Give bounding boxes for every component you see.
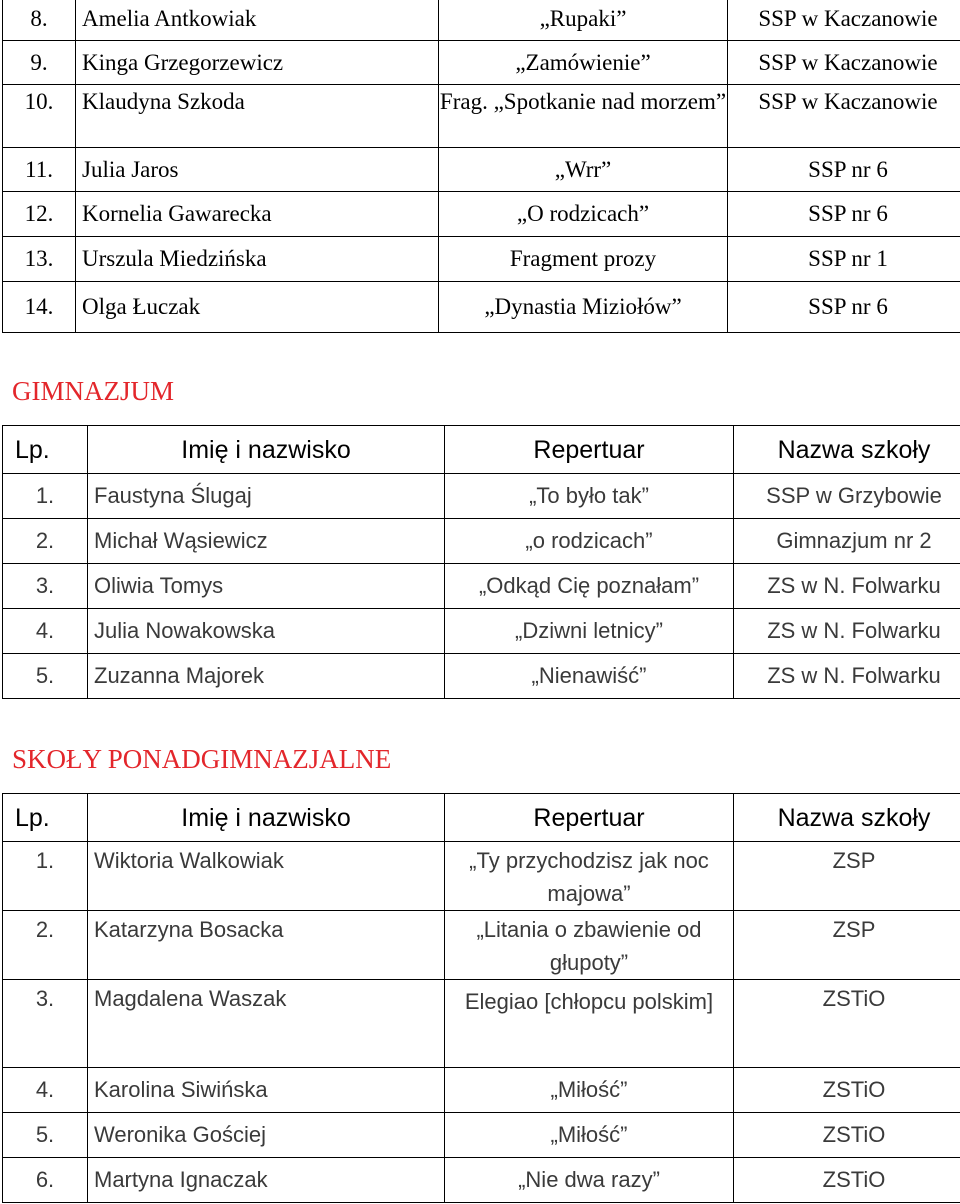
cell-repertoire: „o rodzicach” [445,519,734,564]
table-row [3,1158,960,1203]
cell-school: ZSP [734,842,960,911]
section-title-ponadgimnazjalne: SKOŁY PONADGIMNAZJALNE [12,744,392,774]
cell-repertoire: „O rodzicach” [439,192,728,237]
cell-repertoire: „Rupaki” [439,0,728,41]
cell-school: Gimnazjum nr 2 [734,519,960,564]
cell-name: Klaudyna Szkoda [76,85,439,148]
cell-repertoire: „Dziwni letnicy” [445,609,734,654]
table-ponadgimnazjalne [2,793,960,1203]
table-row [3,564,960,609]
table-gimnazjum [2,425,960,699]
table-row [3,609,960,654]
cell-name: Katarzyna Bosacka [88,911,445,980]
cell-school: SSP w Kaczanowie [728,85,960,148]
header-lp: Lp. [3,794,88,842]
cell-school: ZSTiO [734,1113,960,1158]
cell-lp: 10. [3,85,76,148]
header-repertoire: Repertuar [445,794,734,842]
table-header-row [3,426,960,474]
header-lp: Lp. [3,426,88,474]
table-row [3,519,960,564]
cell-name: Oliwia Tomys [88,564,445,609]
cell-repertoire: „Odkąd Cię poznałam” [445,564,734,609]
cell-repertoire: Frag. „Spotkanie nad morzem” [439,85,728,148]
cell-school: ZS w N. Folwarku [734,654,960,699]
cell-school: SSP w Kaczanowie [728,0,960,41]
cell-repertoire: „Miłość” [445,1068,734,1113]
cell-name: Wiktoria Walkowiak [88,842,445,911]
cell-repertoire: Elegiao [chłopcu polskim] [445,980,734,1068]
header-repertoire: Repertuar [445,426,734,474]
cell-lp: 14. [3,282,76,333]
cell-school: SSP nr 1 [728,237,960,282]
header-name: Imię i nazwisko [88,794,445,842]
cell-lp: 9. [3,41,76,85]
cell-name: Magdalena Waszak [88,980,445,1068]
cell-repertoire: „To było tak” [445,474,734,519]
cell-repertoire: „Litania o zbawienie od głupoty” [445,911,734,980]
cell-lp: 3. [3,564,88,609]
table-row [3,192,960,237]
cell-lp: 12. [3,192,76,237]
cell-school: SSP nr 6 [728,282,960,333]
cell-school: ZSTiO [734,1158,960,1203]
cell-lp: 13. [3,237,76,282]
cell-lp: 1. [3,474,88,519]
cell-repertoire: „Ty przychodzisz jak noc majowa” [445,842,734,911]
cell-school: SSP w Grzybowie [734,474,960,519]
table-row [3,911,960,980]
cell-name: Olga Łuczak [76,282,439,333]
cell-lp: 5. [3,654,88,699]
cell-lp: 5. [3,1113,88,1158]
cell-name: Martyna Ignaczak [88,1158,445,1203]
cell-name: Julia Jaros [76,148,439,192]
table-row [3,0,960,41]
table-row [3,282,960,333]
cell-school: ZSTiO [734,980,960,1068]
cell-name: Kornelia Gawarecka [76,192,439,237]
cell-repertoire: Fragment prozy [439,237,728,282]
cell-lp: 8. [3,0,76,41]
cell-school: SSP nr 6 [728,192,960,237]
cell-lp: 6. [3,1158,88,1203]
cell-repertoire: „Miłość” [445,1113,734,1158]
cell-repertoire: „Wrr” [439,148,728,192]
cell-name: Weronika Gościej [88,1113,445,1158]
table-row [3,1068,960,1113]
table-row [3,148,960,192]
cell-school: ZS w N. Folwarku [734,564,960,609]
cell-lp: 2. [3,911,88,980]
cell-lp: 4. [3,609,88,654]
cell-name: Kinga Grzegorzewicz [76,41,439,85]
cell-name: Urszula Miedzińska [76,237,439,282]
cell-school: ZS w N. Folwarku [734,609,960,654]
cell-lp: 4. [3,1068,88,1113]
section-title-gimnazjum: GIMNAZJUM [12,376,174,406]
table-row [3,41,960,85]
header-school: Nazwa szkoły [734,794,960,842]
cell-name: Karolina Siwińska [88,1068,445,1113]
table-row [3,1113,960,1158]
table-row [3,980,960,1068]
cell-lp: 11. [3,148,76,192]
table-row [3,654,960,699]
cell-name: Amelia Antkowiak [76,0,439,41]
table-row [3,237,960,282]
cell-school: SSP nr 6 [728,148,960,192]
cell-name: Michał Wąsiewicz [88,519,445,564]
table-row [3,842,960,911]
cell-lp: 2. [3,519,88,564]
cell-name: Zuzanna Majorek [88,654,445,699]
table-header-row [3,794,960,842]
cell-repertoire: „Zamówienie” [439,41,728,85]
cell-name: Julia Nowakowska [88,609,445,654]
cell-repertoire: „Nienawiść” [445,654,734,699]
cell-lp: 3. [3,980,88,1068]
table-primary-continued [2,0,960,333]
table-row [3,85,960,148]
cell-lp: 1. [3,842,88,911]
cell-name: Faustyna Ślugaj [88,474,445,519]
cell-repertoire: „Nie dwa razy” [445,1158,734,1203]
header-name: Imię i nazwisko [88,426,445,474]
cell-school: SSP w Kaczanowie [728,41,960,85]
table-row [3,474,960,519]
header-school: Nazwa szkoły [734,426,960,474]
cell-school: ZSTiO [734,1068,960,1113]
cell-school: ZSP [734,911,960,980]
cell-repertoire: „Dynastia Miziołów” [439,282,728,333]
